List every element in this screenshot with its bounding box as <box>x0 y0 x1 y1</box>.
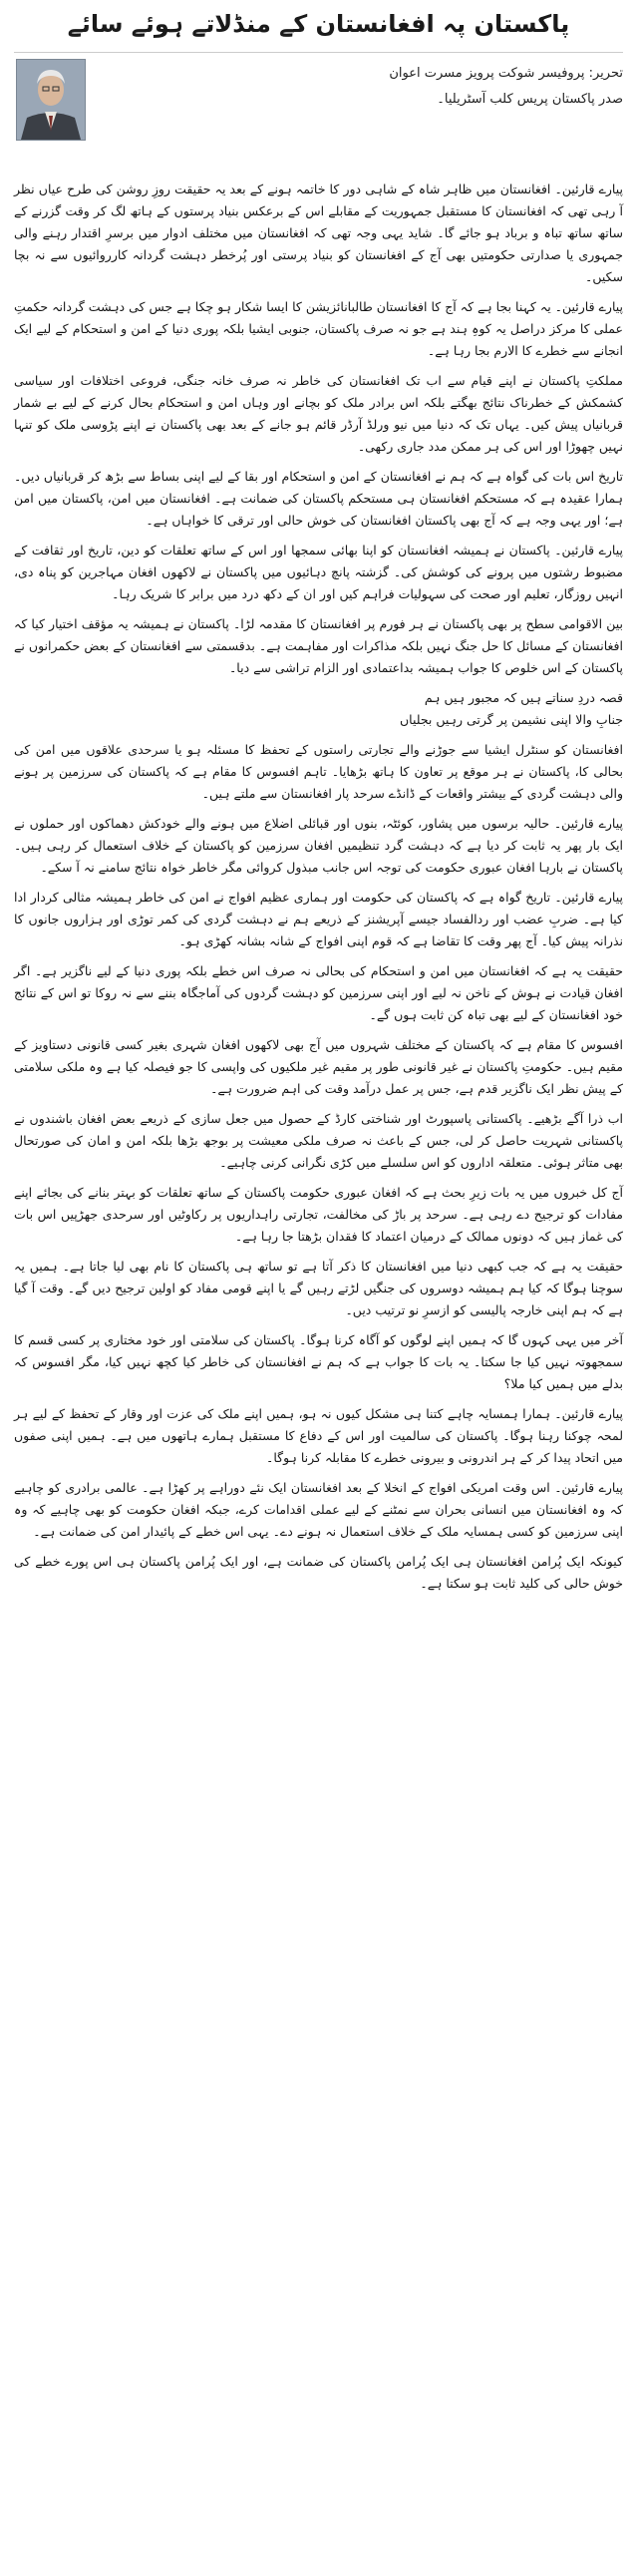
article-body <box>14 179 623 1595</box>
headline-divider <box>14 52 623 53</box>
paragraph: پیارے قارئین۔ ہمارا ہمسایہ چاہے کتنا ہی مشکل کیوں نہ ہو، ہمیں اپنے ملک کی عزت اور وقار کے تحفظ کے لیے ہر لمحہ چوکنا رہنا ہوگا۔ پاکستان کی سالمیت اور اس کے دفاع کا مستقبل ہمارے ہاتھوں میں ہے۔ ہمیں اپنی صفوں میں اتحاد پیدا کر کے ہر اندرونی و بیرونی خطرے کا مقابلہ کرنا ہوگا۔ <box>14 1406 623 1465</box>
paragraph: کیونکہ ایک پُرامن افغانستان ہی ایک پُرامن پاکستان کی ضمانت ہے، اور ایک پُرامن پاکستان ہی اس پورے خطے کی خوش حالی کی کلید ثابت ہو سکتا ہے۔ <box>14 1554 623 1591</box>
author-position: صدر پاکستان پریس کلب آسٹریلیا۔ <box>437 92 623 107</box>
paragraph: مملکتِ پاکستان نے اپنے قیام سے اب تک افغانستان کی خاطر نہ صرف خانہ جنگی، فروعی اختلافات اور سیاسی کشمکش کے خطرناک نتائج بھگتے بلکہ اس برادر ملک کو بچانے اور وہاں امن و استحکام بحال کرنے کے لیے بے شمار قربانیاں پیش کیں۔ یہاں تک کہ دنیا میں نیو ورلڈ آرڈر قائم ہو جانے کے بعد بھی پاکستان نے اپنے پڑوسی ملک کو تنہا نہیں چھوڑا اور اس کی ہر ممکن مدد جاری رکھی۔ <box>14 373 623 454</box>
verse-line: جنابِ والا اپنی نشیمن پر گرتی رہیں بجلیاں <box>399 712 623 727</box>
paragraph: پیارے قارئین۔ افغانستان میں ظاہر شاہ کے شاہی دور کا خاتمہ ہونے کے بعد یہ حقیقت روزِ روشن کی طرح عیاں نظر آ رہی تھی کہ افغانستان کا مستقبل جمہوریت کے مقابلے اس کے برعکس بنیاد پرستوں کے ہاتھ لگ کر وقت گزرنے کے ساتھ ساتھ تباہ و برباد ہو جائے گا۔ شاید یہی وجہ تھی کہ افغانستان میں مختلف ادوار میں برسرِ اقتدار رہنے والی جمہوری یا صدارتی حکومتیں بھی آج کے افغانستان کو بنیاد پرستی اور پُرخطر دہشت گردانہ کارروائیوں سے نہ بچا سکیں۔ <box>14 182 623 284</box>
paragraph: پیارے قارئین۔ حالیہ برسوں میں پشاور، کوئٹہ، بنوں اور قبائلی اضلاع میں ہونے والے خودکش دھماکوں اور حملوں نے ایک بار پھر یہ ثابت کر دیا ہے کہ دہشت گرد تنظیمیں افغان سرزمین کو پاکستان کے خلاف استعمال کر رہی ہیں۔ پاکستان نے بارہا افغان عبوری حکومت کی توجہ اس جانب مبذول کروائی مگر خاطر خواہ نتائج سامنے نہ آ سکے۔ <box>14 816 623 875</box>
paragraph: پیارے قارئین۔ اس وقت امریکی افواج کے انخلا کے بعد افغانستان ایک نئے دوراہے پر کھڑا ہے۔ عالمی برادری کو چاہیے کہ وہ افغانستان میں انسانی بحران سے نمٹنے کے لیے عملی اقدامات کرے، جبکہ افغان حکومت کو بھی چاہیے کہ وہ اپنی سرزمین کو کسی ہمسایہ ملک کے خلاف استعمال نہ ہونے دے۔ یہی اس خطے کے پائیدار امن کی ضمانت ہے۔ <box>14 1480 623 1539</box>
page-title: پاکستان پہ افغانستان کے منڈلاتے ہوئے سائے <box>67 10 570 38</box>
byline <box>105 61 623 113</box>
paragraph: اب ذرا آگے بڑھیے۔ پاکستانی پاسپورٹ اور شناختی کارڈ کے حصول میں جعل سازی کے ذریعے بعض افغان باشندوں نے پاکستانی شہریت حاصل کر لی، جس کے باعث نہ صرف ملکی معیشت پر بوجھ بڑھا بلکہ امن و امان کی صورتحال بھی متاثر ہوئی۔ متعلقہ اداروں کو اس سلسلے میں کڑی نگرانی کرنی چاہیے۔ <box>14 1111 623 1170</box>
paragraph: حقیقت یہ ہے کہ افغانستان میں امن و استحکام کی بحالی نہ صرف اس خطے بلکہ پوری دنیا کے لیے ناگزیر ہے۔ اگر افغان قیادت نے ہوش کے ناخن نہ لیے اور اپنی سرزمین کو دہشت گردوں کی آماجگاہ بننے سے نہ روکا تو اس کے نتائج خود افغانستان کے لیے بھی تباہ کن ثابت ہوں گے۔ <box>14 963 623 1022</box>
paragraph: حقیقت یہ ہے کہ جب کبھی دنیا میں افغانستان کا ذکر آتا ہے تو ساتھ ہی پاکستان کا نام بھی لیا جاتا ہے۔ ہمیں یہ سوچنا ہوگا کہ کیا ہم ہمیشہ دوسروں کی جنگیں لڑتے رہیں گے یا اپنے قومی مفاد کو اولین ترجیح دیں گے۔ وقت آ گیا ہے کہ ہم اپنی خارجہ پالیسی کو ازسرِ نو ترتیب دیں۔ <box>14 1259 623 1317</box>
paragraph: پیارے قارئین۔ پاکستان نے ہمیشہ افغانستان کو اپنا بھائی سمجھا اور اس کے ساتھ تعلقات کو دین، تاریخ اور ثقافت کے مضبوط رشتوں میں پرونے کی کوشش کی۔ گزشتہ پانچ دہائیوں میں پاکستان نے لاکھوں افغان مہاجرین کو پناہ دی، انہیں روزگار، تعلیم اور صحت کی سہولیات فراہم کیں اور ان کے دکھ درد میں برابر کا شریک رہا۔ <box>14 543 623 601</box>
paragraph: تاریخ اس بات کی گواہ ہے کہ ہم نے افغانستان کے امن و استحکام اور بقا کے لیے اپنی بساط سے بڑھ کر قربانیاں دیں۔ ہمارا عقیدہ ہے کہ مستحکم افغانستان ہی مستحکم پاکستان کی ضمانت ہے۔ افغانستان میں امن، پاکستان میں امن ہے؛ اور یہی وجہ ہے کہ آج بھی پاکستان افغانستان کی خوش حالی اور ترقی کا خواہاں ہے۔ <box>14 469 623 528</box>
verse-block <box>14 687 623 731</box>
paragraph: پیارے قارئین۔ یہ کہنا بجا ہے کہ آج کا افغانستان طالبانائزیشن کا ایسا شکار ہو چکا ہے جس کی دہشت گردانہ حکمتِ عملی کا مرکز دراصل یہ کوہِ ہند ہے جو نہ صرف پاکستان، جنوبی ایشیا بلکہ پوری دنیا کے امن و استحکام کے لیے ایک انجانے سے خطرے کا الارم بجا رہا ہے۔ <box>14 299 623 358</box>
paragraph: افسوس کا مقام ہے کہ پاکستان کے مختلف شہروں میں آج بھی لاکھوں افغان شہری بغیر کسی قانونی دستاویز کے مقیم ہیں۔ حکومتِ پاکستان نے غیر قانونی طور پر مقیم غیر ملکیوں کی واپسی کا جو فیصلہ کیا ہے وہ ملکی سلامتی کے پیش نظر ایک ناگزیر قدم ہے، جس پر عمل درآمد وقت کی اہم ضرورت ہے۔ <box>14 1037 623 1096</box>
verse-line: قصہ دردِ سناتے ہیں کہ مجبور ہیں ہم <box>424 690 623 705</box>
author-portrait-image <box>17 60 85 140</box>
article-header <box>14 59 623 179</box>
paragraph: آخر میں یہی کہوں گا کہ ہمیں اپنے لوگوں کو آگاہ کرنا ہوگا۔ پاکستان کی سلامتی اور خود مختاری پر کسی قسم کا سمجھوتہ نہیں کیا جا سکتا۔ یہ بات کا جواب ہے کہ ہم نے افغانستان کی خاطر کیا کچھ نہیں کیا، مگر افسوس کہ بدلے میں ہمیں کیا ملا؟ <box>14 1332 623 1391</box>
paragraph: آج کل خبروں میں یہ بات زیرِ بحث ہے کہ افغان عبوری حکومت پاکستان کے ساتھ تعلقات کو بہتر بنانے کی بجائے اپنے مفادات کو ترجیح دے رہی ہے۔ سرحد پر باڑ کی مخالفت، تجارتی راہداریوں پر رکاوٹیں اور سرحدی جھڑپیں اس بات کی غماز ہیں کہ دونوں ممالک کے درمیان اعتماد کا فقدان بڑھتا جا رہا ہے۔ <box>14 1185 623 1244</box>
author-name: تحریر: پروفیسر شوکت پرویز مسرت اعوان <box>389 66 623 81</box>
paragraph: افغانستان کو سنٹرل ایشیا سے جوڑنے والے تجارتی راستوں کے تحفظ کا مسئلہ ہو یا سرحدی علاقوں میں امن کی بحالی کا، پاکستان نے ہر موقع پر تعاون کا ہاتھ بڑھایا۔ تاہم افسوس کا مقام ہے کہ پاکستان کی سرزمین پر ہونے والی دہشت گردی کے بیشتر واقعات کے ڈانڈے سرحد پار افغانستان سے ملتے ہیں۔ <box>14 742 623 801</box>
paragraph: بین الاقوامی سطح پر بھی پاکستان نے ہر فورم پر افغانستان کا مقدمہ لڑا۔ پاکستان نے ہمیشہ یہ مؤقف اختیار کیا کہ افغانستان کے مسائل کا حل جنگ نہیں بلکہ مذاکرات اور مفاہمت ہے۔ بدقسمتی سے افغانستان کے بعض حکمرانوں نے پاکستان کے اس خلوص کا جواب ہمیشہ بداعتمادی اور الزام تراشی سے دیا۔ <box>14 616 623 675</box>
author-photo <box>16 59 86 141</box>
paragraph: پیارے قارئین۔ تاریخ گواہ ہے کہ پاکستان کی حکومت اور ہماری عظیم افواج نے امن کی خاطر ہمیشہ مثالی کردار ادا کیا ہے۔ ضربِ عضب اور ردالفساد جیسے آپریشنز کے ذریعے ہم نے دہشت گردی کی کمر توڑی اور ہزاروں جانوں کا نذرانہ پیش کیا۔ آج پھر وقت کا تقاضا ہے کہ قوم اپنی افواج کے شانہ بشانہ کھڑی ہو۔ <box>14 890 623 948</box>
